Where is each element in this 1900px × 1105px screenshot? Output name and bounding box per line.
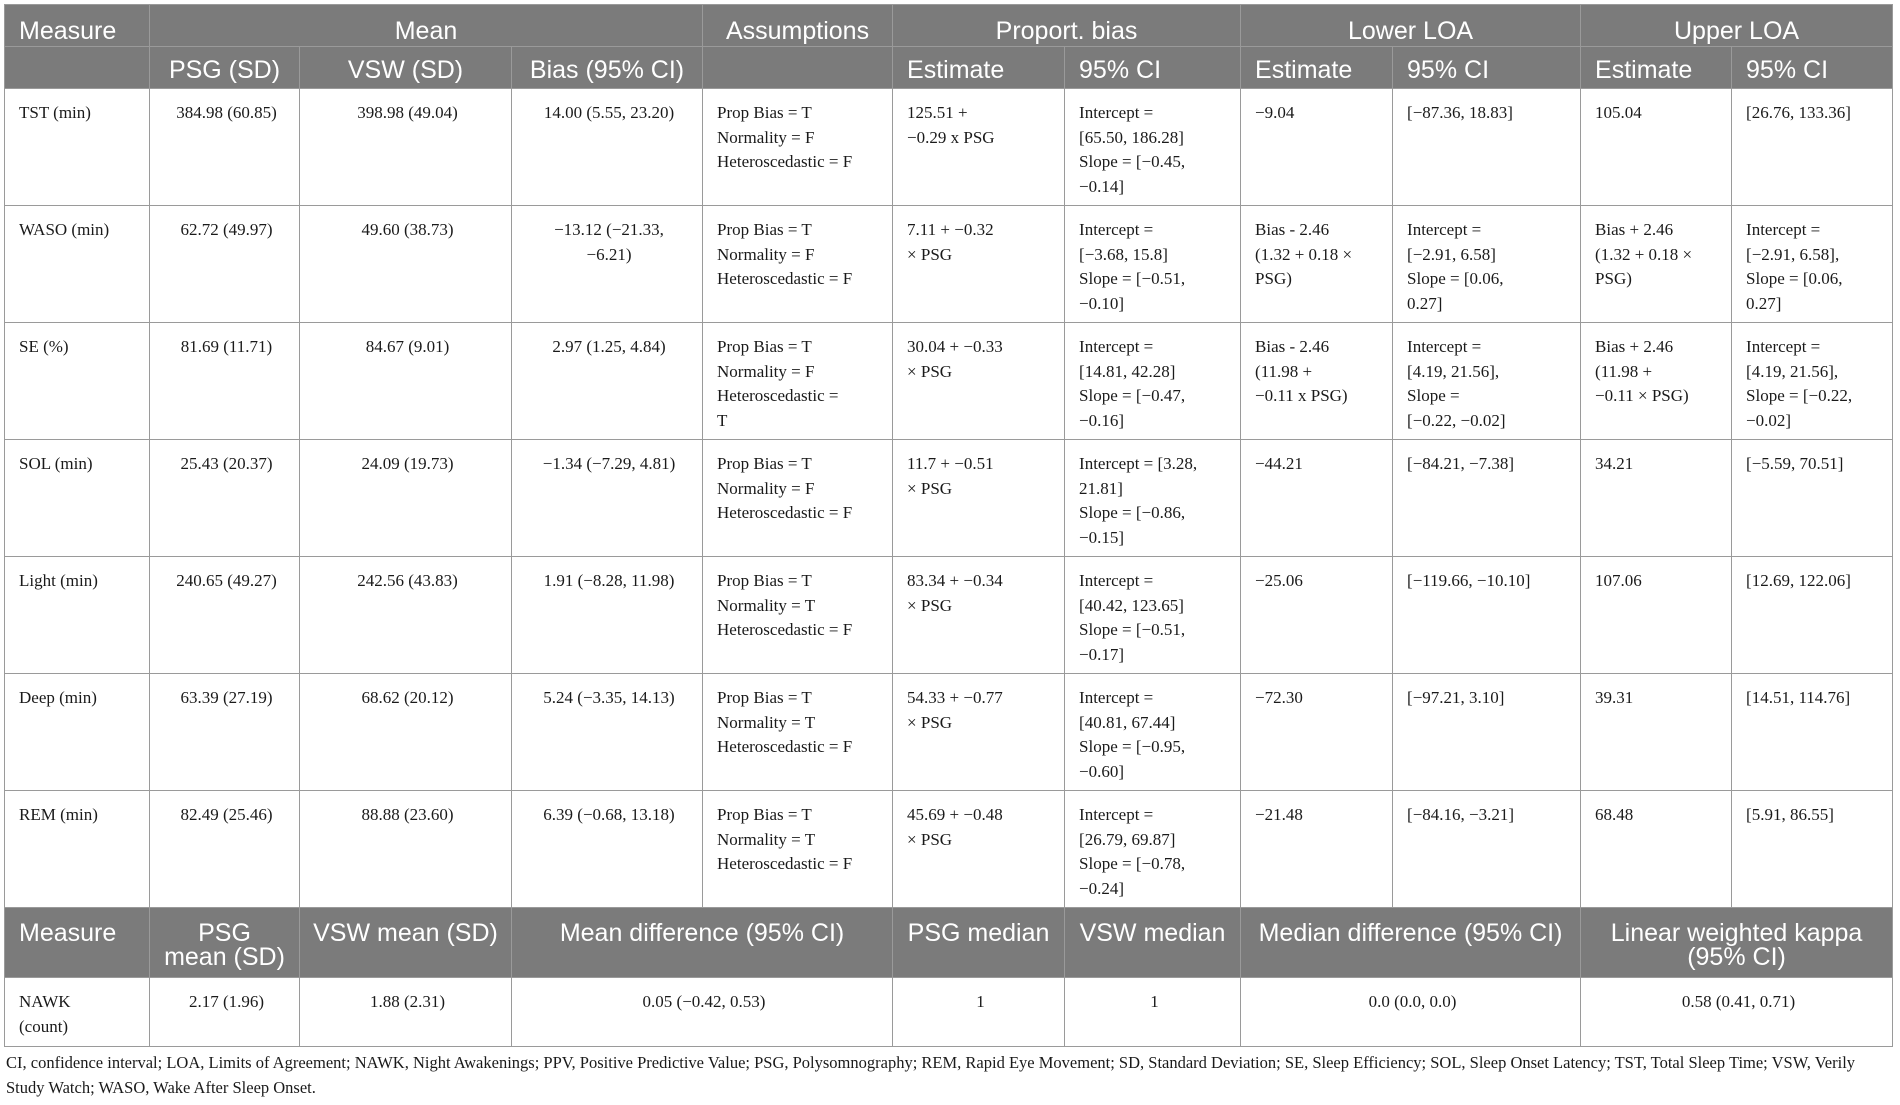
cell-vsw: 84.67 (9.01) — [300, 323, 512, 440]
header-mean: Mean — [150, 5, 703, 47]
cell-pb-estimate: 83.34 + −0.34 × PSG — [893, 557, 1065, 674]
cell-kappa: 0.58 (0.41, 0.71) — [1581, 978, 1893, 1047]
cell-assumptions: Prop Bias = T Normality = F Heteroscedastic = T — [703, 323, 893, 440]
header-pb-estimate: Estimate — [893, 47, 1065, 89]
cell-pb-estimate: 45.69 + −0.48 × PSG — [893, 791, 1065, 908]
table-row — [5, 791, 1893, 908]
cell-bias: 2.97 (1.25, 4.84) — [512, 323, 703, 440]
cell-up-ci: [26.76, 133.36] — [1732, 89, 1893, 206]
cell-pb-estimate: 7.11 + −0.32 × PSG — [893, 206, 1065, 323]
cell-pb-ci: Intercept = [14.81, 42.28] Slope = [−0.47, −0.16] — [1065, 323, 1241, 440]
header-bias-ci: Bias (95% CI) — [512, 47, 703, 89]
table-row — [5, 674, 1893, 791]
table-row-nawk — [5, 978, 1893, 1047]
cell-measure: Light (min) — [5, 557, 150, 674]
cell-up-estimate: Bias + 2.46 (11.98 + −0.11 × PSG) — [1581, 323, 1732, 440]
cell-up-ci: [−5.59, 70.51] — [1732, 440, 1893, 557]
cell-pb-estimate: 54.33 + −0.77 × PSG — [893, 674, 1065, 791]
cell-measure: SE (%) — [5, 323, 150, 440]
header3-mean-diff: Mean difference (95% CI) — [512, 908, 893, 978]
header-psg-sd: PSG (SD) — [150, 47, 300, 89]
cell-psg: 82.49 (25.46) — [150, 791, 300, 908]
cell-up-estimate: 107.06 — [1581, 557, 1732, 674]
cell-up-estimate: 39.31 — [1581, 674, 1732, 791]
cell-vsw: 88.88 (23.60) — [300, 791, 512, 908]
cell-lo-ci: [−84.21, −7.38] — [1393, 440, 1581, 557]
header-upper-loa: Upper LOA — [1581, 5, 1893, 47]
header-up-ci: 95% CI — [1732, 47, 1893, 89]
cell-bias: 1.91 (−8.28, 11.98) — [512, 557, 703, 674]
cell-pb-ci: Intercept = [3.28, 21.81] Slope = [−0.86, −0.15] — [1065, 440, 1241, 557]
cell-assumptions: Prop Bias = T Normality = T Heteroscedastic = F — [703, 557, 893, 674]
cell-median-diff: 0.0 (0.0, 0.0) — [1241, 978, 1581, 1047]
cell-pb-ci: Intercept = [65.50, 186.28] Slope = [−0.45, −0.14] — [1065, 89, 1241, 206]
header-measure: Measure — [5, 5, 150, 47]
table-row — [5, 440, 1893, 557]
cell-up-ci: Intercept = [−2.91, 6.58], Slope = [0.06, 0.27] — [1732, 206, 1893, 323]
cell-measure: NAWK (count) — [5, 978, 150, 1047]
cell-vsw-median: 1 — [1065, 978, 1241, 1047]
header-lo-estimate: Estimate — [1241, 47, 1393, 89]
cell-psg-median: 1 — [893, 978, 1065, 1047]
cell-pb-estimate: 125.51 + −0.29 x PSG — [893, 89, 1065, 206]
header3-kappa: Linear weighted kappa (95% CI) — [1581, 908, 1893, 978]
cell-lo-estimate: Bias - 2.46 (1.32 + 0.18 × PSG) — [1241, 206, 1393, 323]
cell-psg: 63.39 (27.19) — [150, 674, 300, 791]
cell-pb-estimate: 11.7 + −0.51 × PSG — [893, 440, 1065, 557]
cell-assumptions: Prop Bias = T Normality = T Heteroscedastic = F — [703, 674, 893, 791]
cell-bias: −13.12 (−21.33, −6.21) — [512, 206, 703, 323]
header3-psg-median: PSG median — [893, 908, 1065, 978]
header-assumptions: Assumptions — [703, 5, 893, 47]
header-row-2 — [5, 47, 1893, 89]
cell-measure: TST (min) — [5, 89, 150, 206]
header3-vsw-median: VSW median — [1065, 908, 1241, 978]
cell-vsw: 398.98 (49.04) — [300, 89, 512, 206]
cell-pb-ci: Intercept = [40.81, 67.44] Slope = [−0.95, −0.60] — [1065, 674, 1241, 791]
cell-lo-estimate: −21.48 — [1241, 791, 1393, 908]
cell-lo-ci: [−97.21, 3.10] — [1393, 674, 1581, 791]
cell-pb-ci: Intercept = [−3.68, 15.8] Slope = [−0.51, −0.10] — [1065, 206, 1241, 323]
cell-lo-estimate: −44.21 — [1241, 440, 1393, 557]
cell-lo-ci: Intercept = [4.19, 21.56], Slope = [−0.22, −0.02] — [1393, 323, 1581, 440]
cell-up-ci: [5.91, 86.55] — [1732, 791, 1893, 908]
cell-psg-mean: 2.17 (1.96) — [150, 978, 300, 1047]
header-lower-loa: Lower LOA — [1241, 5, 1581, 47]
cell-vsw-mean: 1.88 (2.31) — [300, 978, 512, 1047]
cell-bias: 5.24 (−3.35, 14.13) — [512, 674, 703, 791]
header-row-3 — [5, 908, 1893, 978]
cell-assumptions: Prop Bias = T Normality = F Heteroscedastic = F — [703, 440, 893, 557]
cell-psg: 384.98 (60.85) — [150, 89, 300, 206]
cell-assumptions: Prop Bias = T Normality = F Heteroscedastic = F — [703, 206, 893, 323]
header-empty-1 — [5, 47, 150, 89]
table-row — [5, 206, 1893, 323]
cell-bias: 14.00 (5.55, 23.20) — [512, 89, 703, 206]
cell-pb-ci: Intercept = [40.42, 123.65] Slope = [−0.51, −0.17] — [1065, 557, 1241, 674]
cell-vsw: 24.09 (19.73) — [300, 440, 512, 557]
cell-psg: 25.43 (20.37) — [150, 440, 300, 557]
cell-pb-estimate: 30.04 + −0.33 × PSG — [893, 323, 1065, 440]
cell-lo-estimate: −9.04 — [1241, 89, 1393, 206]
cell-vsw: 242.56 (43.83) — [300, 557, 512, 674]
cell-bias: 6.39 (−0.68, 13.18) — [512, 791, 703, 908]
header3-vsw-mean: VSW mean (SD) — [300, 908, 512, 978]
table-row — [5, 89, 1893, 206]
cell-lo-ci: [−84.16, −3.21] — [1393, 791, 1581, 908]
cell-pb-ci: Intercept = [26.79, 69.87] Slope = [−0.78, −0.24] — [1065, 791, 1241, 908]
cell-assumptions: Prop Bias = T Normality = T Heteroscedastic = F — [703, 791, 893, 908]
cell-measure: SOL (min) — [5, 440, 150, 557]
cell-psg: 62.72 (49.97) — [150, 206, 300, 323]
cell-up-estimate: 68.48 — [1581, 791, 1732, 908]
header-row-1 — [5, 5, 1893, 47]
header3-psg-mean: PSG mean (SD) — [150, 908, 300, 978]
cell-lo-estimate: −72.30 — [1241, 674, 1393, 791]
cell-mean-diff: 0.05 (−0.42, 0.53) — [512, 978, 893, 1047]
header-proport-bias: Proport. bias — [893, 5, 1241, 47]
header-up-estimate: Estimate — [1581, 47, 1732, 89]
cell-up-ci: Intercept = [4.19, 21.56], Slope = [−0.22, −0.02] — [1732, 323, 1893, 440]
results-table-container — [4, 4, 1892, 1100]
cell-vsw: 49.60 (38.73) — [300, 206, 512, 323]
cell-up-estimate: 34.21 — [1581, 440, 1732, 557]
table-row — [5, 323, 1893, 440]
cell-lo-ci: Intercept = [−2.91, 6.58] Slope = [0.06, 0.27] — [1393, 206, 1581, 323]
cell-psg: 81.69 (11.71) — [150, 323, 300, 440]
cell-up-ci: [14.51, 114.76] — [1732, 674, 1893, 791]
cell-psg: 240.65 (49.27) — [150, 557, 300, 674]
header3-measure: Measure — [5, 908, 150, 978]
cell-lo-ci: [−87.36, 18.83] — [1393, 89, 1581, 206]
table-footnote: CI, confidence interval; LOA, Limits of Agreement; NAWK, Night Awakenings; PPV, Positive Predictive Value; PSG, Polysomnography; REM, Rapid Eye Movement; SD, Standard Deviation; SE, Sleep Efficiency; SOL, Sleep Onset Latency; TST, Total Sleep Time; VSW, Verily Study Watch; WASO, Wake After Sleep Onset. — [6, 1053, 1856, 1097]
cell-lo-estimate: −25.06 — [1241, 557, 1393, 674]
results-table — [4, 4, 1893, 1047]
cell-lo-ci: [−119.66, −10.10] — [1393, 557, 1581, 674]
cell-measure: Deep (min) — [5, 674, 150, 791]
cell-measure: WASO (min) — [5, 206, 150, 323]
cell-up-ci: [12.69, 122.06] — [1732, 557, 1893, 674]
header3-median-diff: Median difference (95% CI) — [1241, 908, 1581, 978]
cell-assumptions: Prop Bias = T Normality = F Heteroscedastic = F — [703, 89, 893, 206]
header-lo-ci: 95% CI — [1393, 47, 1581, 89]
cell-up-estimate: Bias + 2.46 (1.32 + 0.18 × PSG) — [1581, 206, 1732, 323]
cell-bias: −1.34 (−7.29, 4.81) — [512, 440, 703, 557]
cell-measure: REM (min) — [5, 791, 150, 908]
cell-lo-estimate: Bias - 2.46 (11.98 + −0.11 x PSG) — [1241, 323, 1393, 440]
table-row — [5, 557, 1893, 674]
cell-vsw: 68.62 (20.12) — [300, 674, 512, 791]
header-vsw-sd: VSW (SD) — [300, 47, 512, 89]
header-empty-2 — [703, 47, 893, 89]
cell-up-estimate: 105.04 — [1581, 89, 1732, 206]
header-pb-ci: 95% CI — [1065, 47, 1241, 89]
